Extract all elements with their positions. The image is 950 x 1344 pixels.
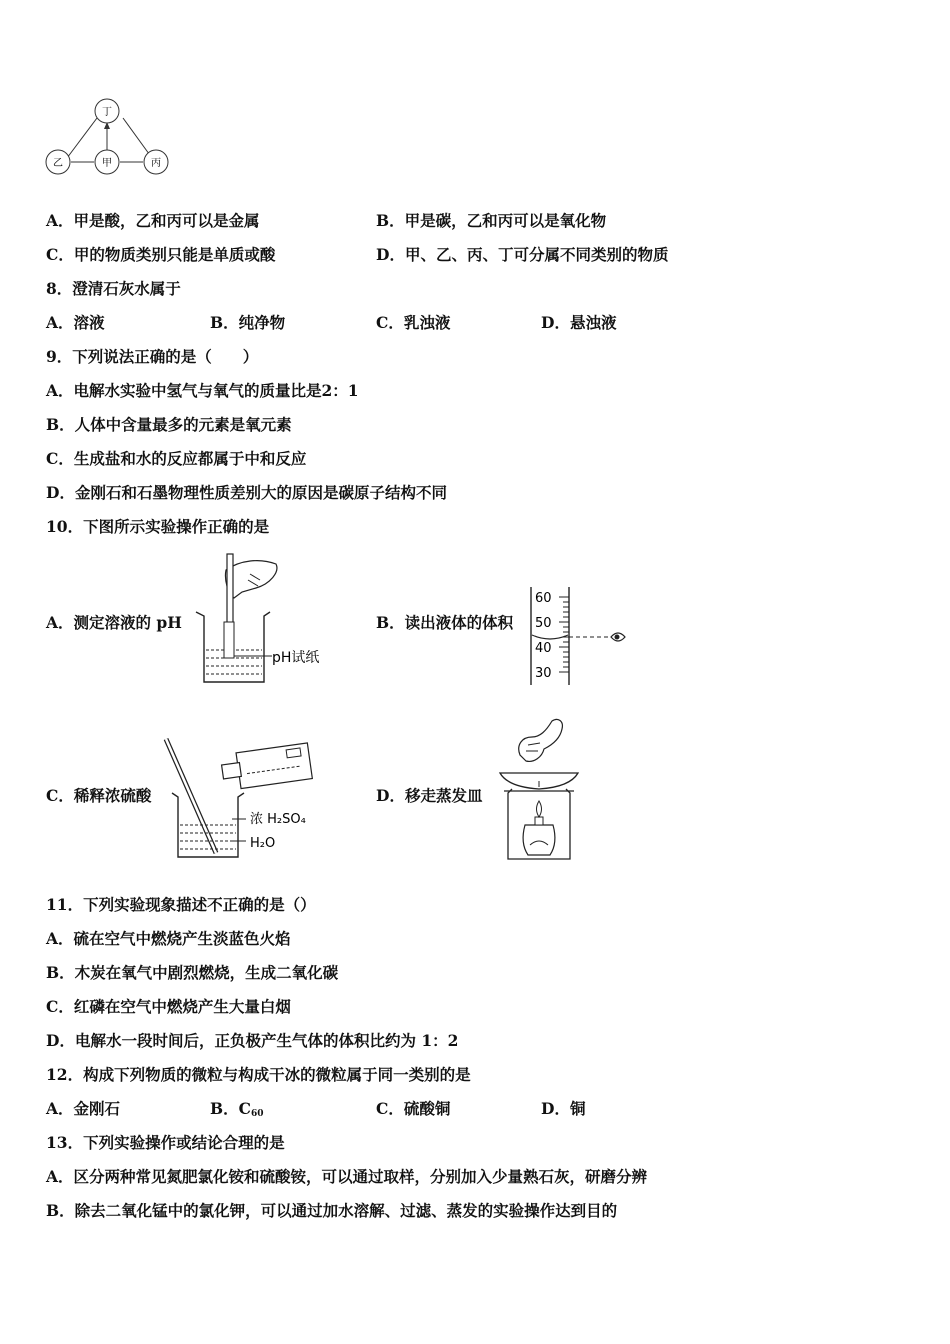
ph-test-figure	[190, 550, 340, 690]
q13-stem: 13．下列实验操作或结论合理的是	[46, 1133, 285, 1152]
q9-stem: 9．下列说法正确的是（ ）	[46, 347, 259, 366]
q12-option-a: A．金刚石	[46, 1099, 121, 1118]
q9-option-d: D．金刚石和石墨物理性质差别大的原因是碳原子结构不同	[46, 483, 447, 502]
q11-option-b: B．木炭在氧气中剧烈燃烧，生成二氧化碳	[46, 963, 339, 982]
tick-label-60: 60	[535, 591, 552, 606]
q7-option-d: D．甲、乙、丙、丁可分属不同类别的物质	[376, 245, 669, 264]
q12-option-d: D．铜	[541, 1099, 586, 1118]
node-ding	[95, 99, 119, 123]
q13-option-b: B．除去二氧化锰中的氯化钾，可以通过加水溶解、过滤、蒸发的实验操作达到目的	[46, 1201, 618, 1220]
q12-option-b-main: B．C	[210, 1099, 251, 1118]
q8-option-d: D．悬浊液	[541, 313, 617, 332]
q8-option-a: A．溶液	[46, 313, 105, 332]
q9-option-a: A．电解水实验中氢气与氧气的质量比是2：1	[46, 381, 359, 400]
substance-relation-diagram	[40, 96, 175, 180]
q7-option-c: C．甲的物质类别只能是单质或酸	[46, 245, 276, 264]
q10-option-d: D．移走蒸发皿	[376, 786, 483, 805]
q11-option-d: D．电解水一段时间后，正负极产生气体的体积比约为 1：2	[46, 1031, 459, 1050]
svg-text:乙: 乙	[53, 158, 63, 169]
svg-text:丙: 丙	[151, 158, 161, 169]
q8-stem: 8．澄清石灰水属于	[46, 279, 181, 298]
node-yi	[46, 150, 70, 174]
q10-stem: 10．下图所示实验操作正确的是	[46, 517, 270, 536]
node-bing	[144, 150, 168, 174]
dilute-acid-figure	[160, 735, 325, 860]
q11-option-a: A．硫在空气中燃烧产生淡蓝色火焰	[46, 929, 291, 948]
q7-option-a: A．甲是酸，乙和丙可以是金属	[46, 211, 260, 230]
tick-label-40: 40	[535, 641, 552, 656]
q12-option-c: C．硫酸铜	[376, 1099, 451, 1118]
q9-option-c: C．生成盐和水的反应都属于中和反应	[46, 449, 307, 468]
svg-text:甲: 甲	[102, 158, 112, 169]
water-label: H₂O	[250, 836, 276, 851]
node-jia	[95, 150, 119, 174]
q11-stem: 11．下列实验现象描述不正确的是（）	[46, 895, 316, 914]
ph-paper-label: pH试纸	[272, 650, 320, 666]
q8-option-b: B．纯净物	[210, 313, 286, 332]
q9-option-b: B．人体中含量最多的元素是氧元素	[46, 415, 292, 434]
q12-option-b	[210, 1099, 263, 1124]
q12-stem: 12．构成下列物质的微粒与构成干冰的微粒属于同一类别的是	[46, 1065, 471, 1084]
q10-option-c: C．稀释浓硫酸	[46, 786, 152, 805]
q11-option-c: C．红磷在空气中燃烧产生大量白烟	[46, 997, 291, 1016]
q10-option-a: A．测定溶液的 pH	[46, 613, 182, 632]
q13-option-a: A．区分两种常见氮肥氯化铵和硫酸铵，可以通过取样，分别加入少量熟石灰，研磨分辨	[46, 1167, 648, 1186]
svg-text:丁: 丁	[102, 107, 112, 118]
q12-option-b-sub: 60	[250, 1109, 264, 1119]
q10-option-b: B．读出液体的体积	[376, 613, 514, 632]
tick-label-30: 30	[535, 666, 552, 681]
cylinder-reading-figure	[525, 585, 635, 687]
q8-option-c: C．乳浊液	[376, 313, 451, 332]
eye-icon	[611, 633, 625, 641]
tick-label-50: 50	[535, 616, 552, 631]
q7-option-b: B．甲是碳，乙和丙可以是氧化物	[376, 211, 607, 230]
acid-label: 浓 H₂SO₄	[250, 812, 306, 827]
evaporating-dish-figure	[490, 715, 590, 865]
